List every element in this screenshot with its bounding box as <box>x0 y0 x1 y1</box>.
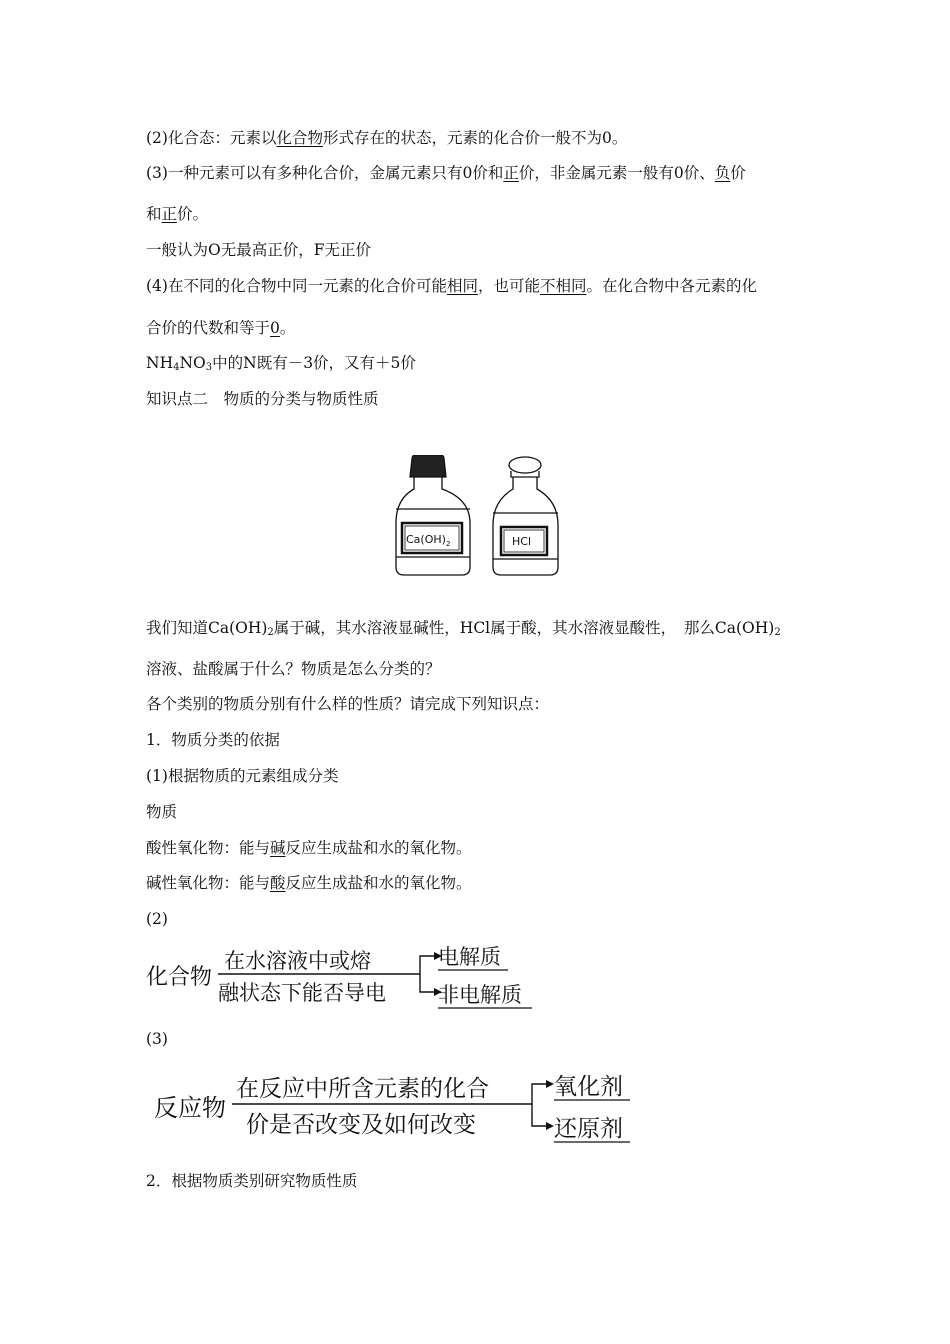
electrolyte-classification-diagram <box>142 940 542 1012</box>
acidic-oxide-definition: 酸性氧化物：能与碱反应生成盐和水的氧化物。 <box>146 839 472 857</box>
diagram2-result-reductant: 还原剂 <box>554 1116 623 1142</box>
blank-answer: 正 <box>503 164 519 182</box>
text-line-multiple-valences: (3)一种元素可以有多种化合价，金属元素只有0价和正价，非金属元素一般有0价、负价 <box>146 164 746 182</box>
diagram2-result-oxidant: 氧化剂 <box>554 1074 623 1100</box>
text-line-same-element: (4)在不同的化合物中同一元素的化合价可能相同，也可能不相同。在化合物中各元素的化 <box>146 277 758 295</box>
diagram1-result-electrolyte: 电解质 <box>438 945 501 969</box>
blank-answer: 负 <box>714 164 731 182</box>
text-line-valence-combined: (2)化合态：元素以化合物形式存在的状态，元素的化合价一般不为0。 <box>146 129 628 147</box>
subheading-property-by-category: 2．根据物质类别研究物质性质 <box>146 1172 358 1190</box>
blank-answer: 化合物 <box>276 129 323 147</box>
label-item-2: (2) <box>146 910 168 928</box>
diagram1-result-nonelectrolyte: 非电解质 <box>438 983 522 1007</box>
blank-answer: 相同 <box>446 277 478 295</box>
subheading-by-composition: (1)根据物质的元素组成分类 <box>146 767 339 785</box>
right-bottle <box>493 457 558 575</box>
question-line-2: 溶液、盐酸属于什么？物质是怎么分类的？ <box>146 660 441 678</box>
question-line-1: 我们知道$Ca(OH)_2$属于碱，其水溶液显碱性，HCl属于酸，其水溶液显酸性， 那么$Ca(OH)_2$ <box>146 619 781 638</box>
diagram2-subject: 反应物 <box>154 1094 226 1122</box>
blank-answer: 酸 <box>270 874 286 892</box>
diagram2-condition-top: 在反应中所含元素的化合 <box>236 1076 489 1102</box>
right-bottle-label: HCl <box>512 535 532 548</box>
left-bottle <box>396 455 470 575</box>
diagram1-condition-bottom: 融状态下能否导电 <box>218 981 386 1005</box>
blank-answer: 碱 <box>270 839 286 857</box>
blank-answer: 不相同 <box>540 277 587 295</box>
subheading-classification-basis: 1．物质分类的依据 <box>146 731 280 749</box>
reagent-bottles-illustration <box>390 455 570 585</box>
blank-answer: 正 <box>161 205 178 223</box>
left-bottle-label: $Ca(OH)_2$ <box>406 533 451 548</box>
redox-classification-diagram <box>150 1064 640 1146</box>
diagram1-subject: 化合物 <box>146 965 213 990</box>
label-item-3: (3) <box>146 1030 168 1048</box>
diagram1-condition-top: 在水溶液中或熔 <box>224 949 371 973</box>
text-line-continued: 和正价。 <box>146 205 209 223</box>
blank-answer: 0 <box>270 319 280 337</box>
text-substance: 物质 <box>146 803 178 821</box>
basic-oxide-definition: 碱性氧化物：能与酸反应生成盐和水的氧化物。 <box>146 874 472 892</box>
note-ammonium-nitrate: $NH_4NO_3$中的N既有－3价，又有＋5价 <box>146 354 416 373</box>
note-oxygen-fluorine: 一般认为O无最高正价，F无正价 <box>146 241 371 259</box>
section-heading-knowledge-point-2: 知识点二 物质的分类与物质性质 <box>146 390 379 408</box>
question-line-3: 各个类别的物质分别有什么样的性质？请完成下列知识点： <box>146 695 550 713</box>
diagram2-condition-bottom: 价是否改变及如何改变 <box>246 1112 476 1138</box>
text-line-algebraic-sum: 合价的代数和等于0。 <box>146 319 296 337</box>
